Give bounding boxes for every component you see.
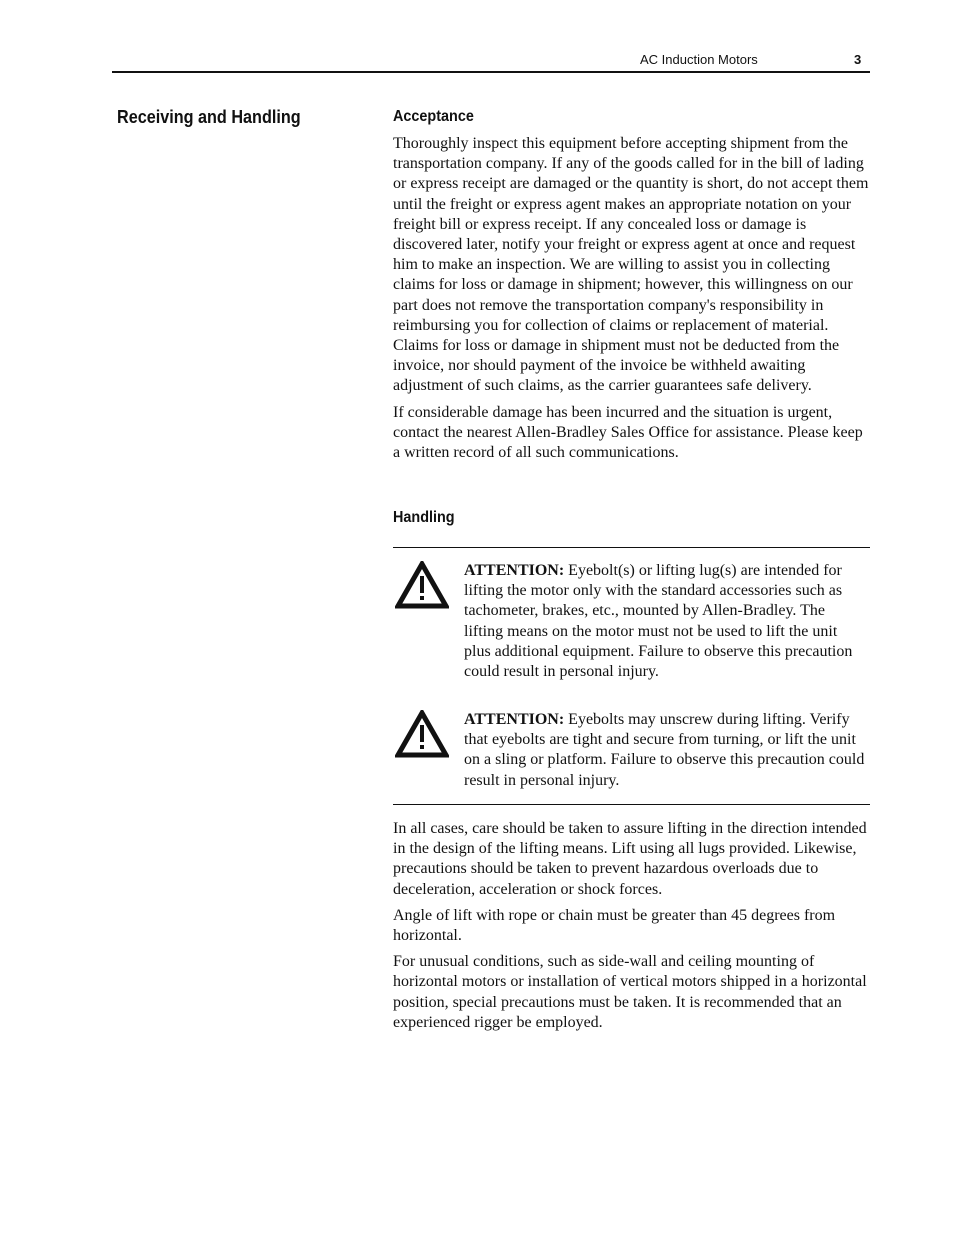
header-title: AC Induction Motors xyxy=(640,52,758,67)
handling-heading-wrap xyxy=(393,509,870,527)
acceptance-paragraph-1: Thoroughly inspect this equipment before accepting shipment from the transportation company. If any of the goods called for in the bill of lading or express receipt are damaged or the quantity is short, do not accept them until the freight or express agent makes an appropriate notation on your freight bill or express receipt. If any concealed loss or damage is discovered later, notify your freight or express agent at once and request him to make an inspection. We are willing to assist you in collecting claims for loss or damage in shipment; however, this willingness on our part does not remove the transportation company's responsibility in reimbursing you for collection of claims or replacement of material. Claims for loss or damage in shipment must not be deducted from the invoice, nor should payment of the invoice be withheld awaiting adjustment of such claims, as the carrier guarantees safe delivery. xyxy=(393,135,869,395)
warning-triangle-icon xyxy=(395,561,449,609)
handling-body xyxy=(393,819,870,1033)
handling-paragraph-1: In all cases, care should be taken to assure lifting in the direction intended in the design of the lifting means. Lift using all lugs provided. Likewise, precautions should be taken to prevent hazardous overloads due to deceleration, acceleration or shock forces. xyxy=(393,820,867,898)
attention-body-1: Eyebolt(s) or lifting lug(s) are intended for lifting the motor only with the standard accessories such as tachometer, brakes, etc., mounted by Allen-Bradley. The lifting means on the motor must not be used to lift the unit plus additional equipment. Failure to observe this precaution could result in personal injury. xyxy=(464,562,853,681)
acceptance-paragraph-2: If considerable damage has been incurred and the situation is urgent, contact the nearest Allen-Bradley Sales Office for assistance. Please keep a written record of all such communications. xyxy=(393,403,863,462)
attention-top-divider xyxy=(393,547,870,548)
handling-heading: Handling xyxy=(393,509,455,526)
section-title: Receiving and Handling xyxy=(117,107,301,127)
attention-text-2 xyxy=(464,710,866,791)
warning-triangle-icon xyxy=(395,710,449,758)
page-number: 3 xyxy=(854,52,862,67)
attention-text-1 xyxy=(464,561,866,682)
handling-paragraph-3: For unusual conditions, such as side-wall and ceiling mounting of horizontal motors or installation of vertical motors shipped in a horizontal position, special precautions must be taken. It is recommended that an experienced rigger be employed. xyxy=(393,953,867,1031)
handling-paragraph-2: Angle of lift with rope or chain must be greater than 45 degrees from horizontal. xyxy=(393,906,836,945)
attention-label-2: ATTENTION: xyxy=(464,711,565,728)
acceptance-section xyxy=(393,108,870,463)
attention-label-1: ATTENTION: xyxy=(464,562,565,579)
acceptance-heading: Acceptance xyxy=(393,108,474,125)
attention-body-2: Eyebolts may unscrew during lifting. Verify that eyebolts are tight and secure from turning, or lift the unit on a sling or platform. Failure to observe this precaution could result in personal injury. xyxy=(464,711,865,789)
attention-bottom-divider xyxy=(393,804,870,805)
header-divider xyxy=(112,71,870,73)
